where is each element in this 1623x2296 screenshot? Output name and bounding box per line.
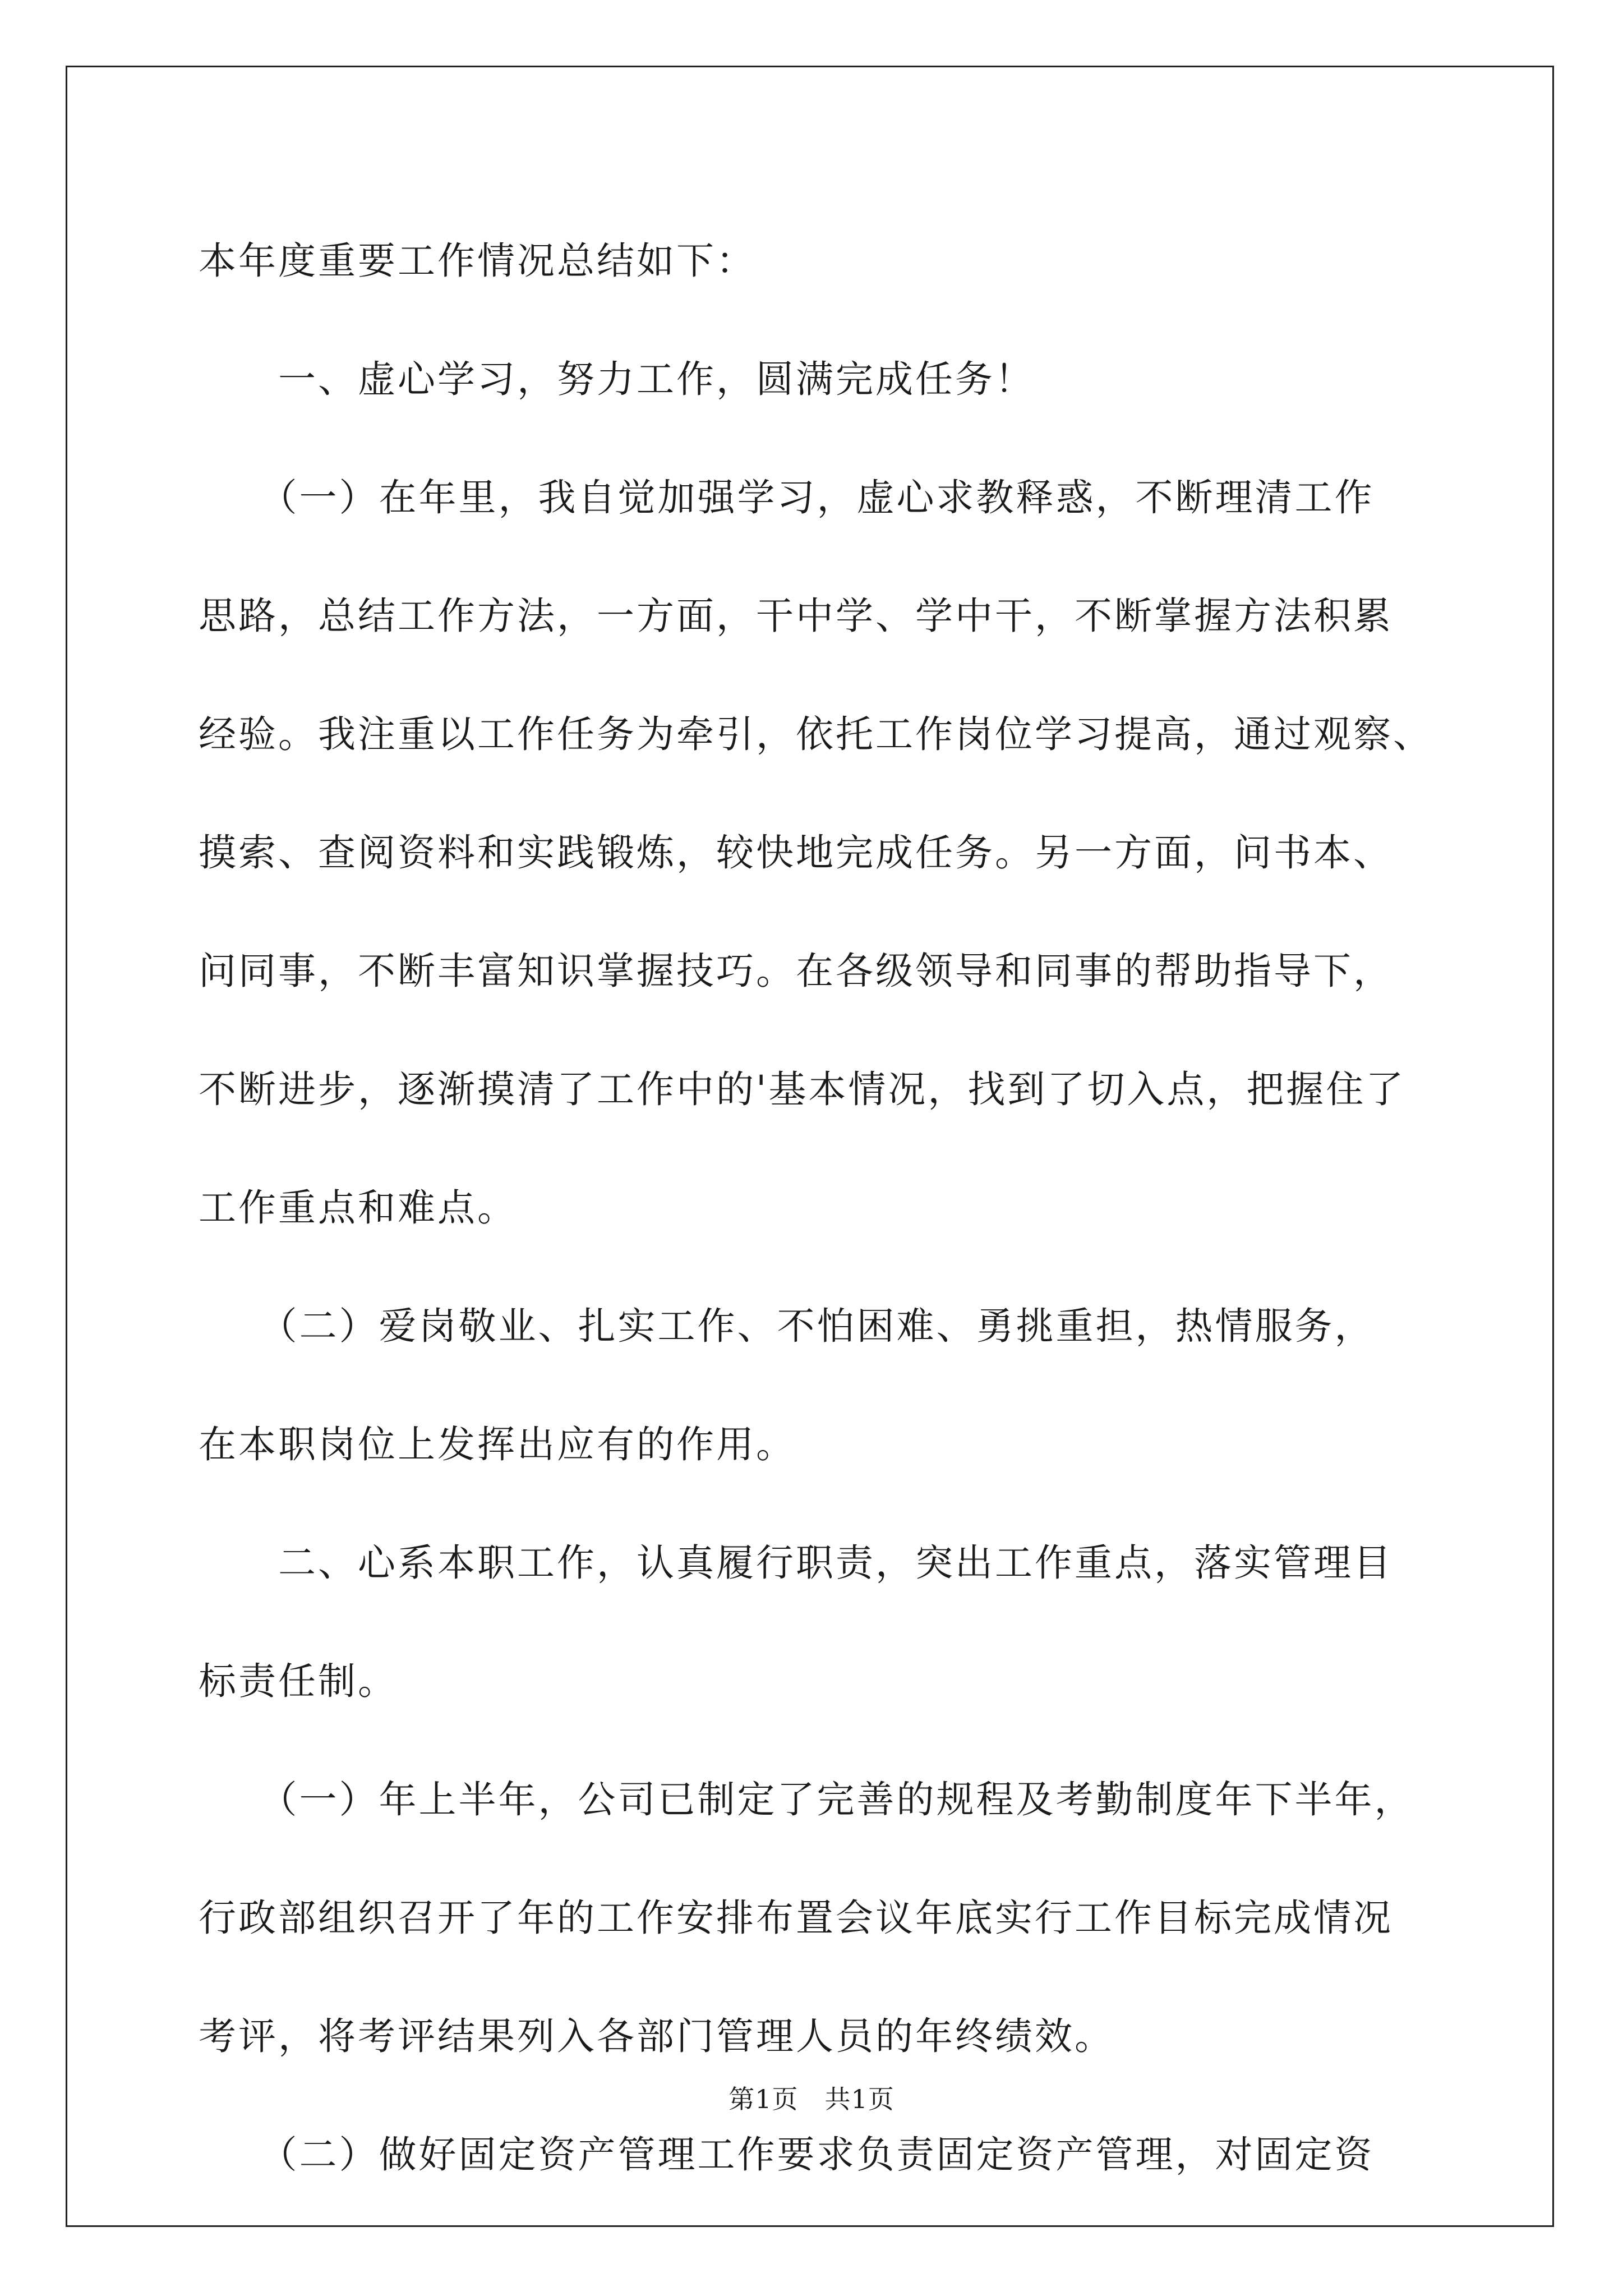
text-line: （一）在年里，我自觉加强学习，虚心求教释惑，不断理清工作: [199, 476, 1375, 519]
text-line: 工作重点和难点。: [199, 1186, 517, 1230]
text-line: 考评，将考评结果列入各部门管理人员的年终绩效。: [199, 2014, 1114, 2058]
text-line: 摸索、查阅资料和实践锻炼，较快地完成任务。另一方面，问书本、: [199, 831, 1393, 875]
text-line: （二）爱岗敬业、扎实工作、不怕困难、勇挑重担，热情服务，: [199, 1304, 1375, 1348]
text-line: （一）年上半年，公司已制定了完善的规程及考勤制度年下半年，: [199, 1778, 1414, 1821]
section-heading: 一、虚心学习，努力工作，圆满完成任务！: [199, 357, 1035, 401]
text-line: 思路，总结工作方法，一方面，干中学、学中干，不断掌握方法积累: [199, 594, 1393, 638]
text-line: 不断进步，逐渐摸清了工作中的'基本情况，找到了切入点，把握住了: [199, 1068, 1406, 1111]
section-heading: 二、心系本职工作，认真履行职责，突出工作重点，落实管理目: [199, 1541, 1393, 1585]
text-line: （二）做好固定资产管理工作要求负责固定资产管理，对固定资: [199, 2133, 1375, 2177]
text-line: 经验。我注重以工作任务为牵引，依托工作岗位学习提高，通过观察、: [199, 712, 1433, 756]
text-line: 问同事，不断丰富知识掌握技巧。在各级领导和同事的帮助指导下，: [199, 949, 1393, 993]
document-body: [199, 202, 1460, 2214]
text-line: 在本职岗位上发挥出应有的作用。: [199, 1423, 796, 1466]
text-line: 标责任制。: [199, 1659, 398, 1703]
text-line: 本年度重要工作情况总结如下：: [199, 239, 756, 283]
page-footer: [0, 2079, 1623, 2116]
page-number: 第1页 共1页: [728, 2084, 895, 2114]
text-line: 行政部组织召开了年的工作安排布置会议年底实行工作目标完成情况: [199, 1896, 1393, 1940]
